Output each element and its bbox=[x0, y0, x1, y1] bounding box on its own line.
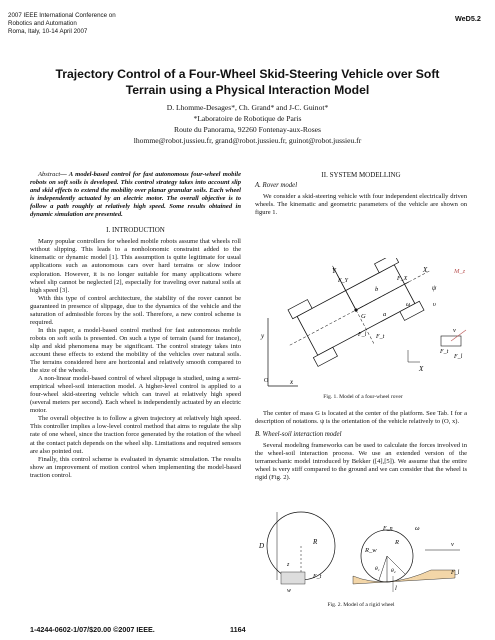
section-heading-intro: I. INTRODUCTION bbox=[106, 226, 165, 235]
left-column bbox=[30, 171, 241, 480]
exit-radius bbox=[379, 556, 387, 580]
label-X-local: X bbox=[419, 365, 424, 373]
label-v: v bbox=[453, 327, 456, 334]
rover-paragraph: We consider a skid-steering vehicle with four independent electrically driven wheels. The kinematic and geometric parameters of the vehicle are shown on figure 1. bbox=[255, 193, 467, 217]
label-Fl-detail: F_l bbox=[454, 354, 463, 360]
label-omega: ω bbox=[406, 302, 411, 308]
label-Y: Y bbox=[332, 267, 336, 275]
label-omega-fig2: ω bbox=[415, 525, 420, 532]
wheel-rear-right bbox=[313, 347, 337, 366]
right-column-top bbox=[255, 171, 467, 217]
label-R-right: R bbox=[395, 539, 399, 546]
conference-line: 2007 IEEE International Conference on bbox=[8, 12, 116, 19]
label-l: l bbox=[395, 585, 397, 592]
conference-line: Robotics and Automation bbox=[8, 20, 77, 27]
label-psi: ψ bbox=[432, 284, 437, 292]
center-of-mass-paragraph: The center of mass G is located at the center of the platform. See Tab. I for a description of notations. ψ is the orientation of the vehicle relatively to (O, x). bbox=[255, 410, 467, 426]
label-theta1: θ₁ bbox=[375, 566, 380, 572]
page-number: 1164 bbox=[230, 625, 246, 634]
label-Fn: F_n bbox=[383, 526, 393, 532]
paper-title: Trajectory Control of a Four-Wheel Skid-Steering Vehicle over Soft Terrain using a Physical Interaction Model bbox=[55, 67, 440, 97]
label-z: z bbox=[287, 562, 290, 568]
label-Mz: M_z bbox=[454, 268, 466, 275]
intro-paragraph: Finally, this control scheme is evaluated in dynamic simulation. The results show an improvement of motion control when implementing the model-based traction control. bbox=[30, 455, 241, 479]
intro-paragraph: With this type of control architecture, the stability of the rover cannot be guaranteed in presence of slippage, due to the dynamics of the vehicle and the saturation of admissible forces by the soil. Therefore, a new control scheme is required. bbox=[30, 294, 241, 326]
figure-2-caption: Fig. 2. Model of a rigid wheel bbox=[327, 602, 395, 608]
label-Ft: F_t bbox=[376, 334, 385, 340]
conference-line: Roma, Italy, 10-14 April 2007 bbox=[8, 28, 88, 35]
label-Ft-detail: F_t bbox=[440, 349, 449, 355]
abstract-label: Abstract bbox=[38, 171, 61, 178]
wheel-front-left bbox=[375, 258, 399, 273]
intro-paragraph: The overall objective is to follow a given trajectory at relatively high speed. This controller implies a low-level control method that aims to regulate the slip rate of one wheel, since the traction force generated by the rotation of the wheel at the contact patch depends on the wheel slip. Limitations and required sensors are also pointed out. bbox=[30, 415, 241, 455]
label-O: O bbox=[264, 378, 269, 384]
Y-body-axis bbox=[333, 268, 356, 310]
label-Fl: F_l bbox=[358, 332, 367, 338]
figure-2-rigid-wheel bbox=[255, 508, 467, 600]
intro-paragraph: A non-linear model-based control of wheel slippage is studied, using a semi-empirical wheel-soil interaction model. A higher-level control is applied to a four-wheel skid-steering vehicle which can travel at relatively high speed (several meters per second). Each wheel is independently actuated by an electric motor. bbox=[30, 375, 241, 415]
author-block bbox=[40, 102, 455, 146]
right-column-middle bbox=[255, 410, 467, 482]
subsection-wheel-soil: B. Wheel-soil interaction model bbox=[255, 431, 342, 439]
author-names: D. Lhomme-Desages*, Ch. Grand* and J-C. Guinot* bbox=[166, 103, 329, 112]
author-address: Route du Panorama, 92260 Fontenay-aux-Roses bbox=[174, 125, 321, 134]
section-heading-system: II. SYSTEM MODELLING bbox=[321, 171, 401, 179]
X-body-axis bbox=[356, 282, 409, 310]
label-X: X bbox=[423, 266, 428, 274]
label-G: G bbox=[361, 313, 366, 320]
conference-header bbox=[8, 12, 116, 36]
label-FX: F_X bbox=[397, 276, 408, 282]
abstract bbox=[30, 171, 241, 219]
figure-1-caption: Fig. 1. Model of a four-wheel rover bbox=[323, 394, 403, 400]
label-a: a bbox=[383, 311, 387, 318]
label-upsilon: υ bbox=[433, 302, 436, 308]
label-w: w bbox=[287, 588, 292, 594]
session-id: WeD5.2 bbox=[455, 14, 481, 23]
intro-paragraph: In this paper, a model-based control method for fast autonomous mobile robots on soft soils is presented. On such a type of terrain (sand for instance), slip and skid phenomena may be significant. The control strategy takes into account these effects to extend the mobility of the vehicles over natural soils. The terrains considered here are horizontal and relatively smooth compared to the size of the wheels. bbox=[30, 326, 241, 375]
author-emails: lhomme@robot.jussieu.fr, grand@robot.jussieu.fr, guinot@robot.jussieu.fr bbox=[133, 136, 362, 145]
label-Fl-fig2: F_l bbox=[451, 570, 460, 576]
author-affiliation: *Laboratoire de Robotique de Paris bbox=[193, 114, 302, 123]
label-D: D bbox=[259, 542, 265, 550]
label-Ft-fig2: F_t bbox=[313, 574, 322, 580]
label-b: b bbox=[375, 286, 379, 293]
label-FY: F_Y bbox=[338, 278, 349, 284]
abstract-text: — A model-based control for fast autonomous four-wheel mobile robots on soft soils is developed. This control strategy takes into account slip and skid effects to extend the mobility over planar granular soils. Each wheel is independently actuated by an electric motor. The overall objective is to follow a path roughly at relatively high speed. Some results obtained in dynamic simulation are presented. bbox=[30, 171, 241, 219]
center-of-mass bbox=[354, 308, 358, 312]
label-Rw: R_w bbox=[365, 547, 377, 554]
figure-1-rover-model bbox=[258, 258, 468, 390]
intro-paragraph: Many popular controllers for wheeled mobile robots assume that wheels roll without slipping. This leads to a nonholonomic constraint added to the kinematic or dynamic model [1]. This assumption is quite legitimate for usual applications such as autonomous cars over hard terrains or slow indoor exploration. However, it is no longer suitable for many applications where wheel slip cannot be neglected [2], especially for traveling over natural soils at high speed [3]. bbox=[30, 238, 241, 294]
isbn-footer: 1-4244-0602-1/07/$20.00 ©2007 IEEE. bbox=[30, 625, 155, 634]
wheel-front-right bbox=[400, 301, 424, 320]
label-R: R bbox=[313, 538, 318, 546]
wheel-rear-left bbox=[288, 300, 312, 319]
label-theta2: θ₂ bbox=[391, 568, 396, 574]
label-y: y bbox=[261, 332, 265, 340]
label-v-fig2: v bbox=[451, 541, 454, 548]
label-x: x bbox=[290, 378, 294, 386]
entry-radius bbox=[387, 556, 405, 574]
soil-right bbox=[353, 570, 455, 584]
soil-sinkage-left bbox=[281, 572, 305, 584]
wheel-soil-paragraph: Several modeling frameworks can be used to calculate the forces involved in the wheel-soil interaction process. We use an extended version of the terramechanic model introduced by Bekker ([4],[5]). We assume that the entire wheel is very stiff compared to the ground and we can consider that the wheel is rigid (Fig. 2). bbox=[255, 442, 467, 482]
subsection-rover-model: A. Rover model bbox=[255, 182, 298, 190]
